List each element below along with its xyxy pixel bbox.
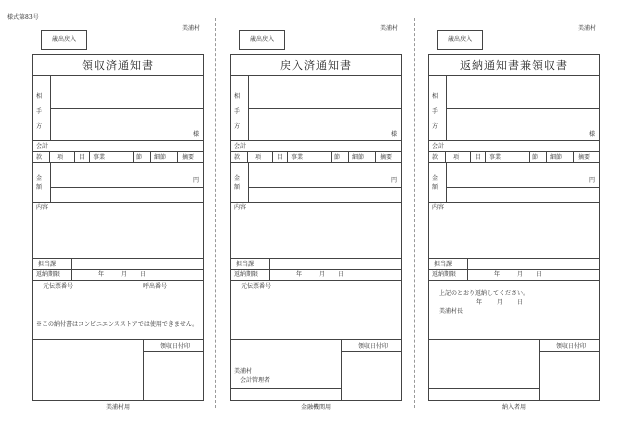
divider (248, 162, 249, 202)
deadline-day: 日 (338, 271, 345, 278)
stamp-label-box: 歳出戻入 (239, 30, 285, 50)
divider (33, 140, 203, 141)
divider (331, 151, 332, 162)
column-setsu: 節 (334, 154, 341, 161)
recipient-label-2: 手 (432, 108, 439, 115)
column-setsu: 節 (532, 154, 539, 161)
column-saisetsu: 細節 (550, 154, 563, 161)
divider (33, 269, 203, 270)
divider (74, 151, 75, 162)
divider (248, 108, 401, 109)
column-kou: 項 (453, 154, 460, 161)
divider (143, 351, 203, 352)
divider (231, 75, 401, 76)
return-request-text: 上記のとおり返納してください。 (439, 290, 530, 297)
divider (429, 258, 599, 259)
recipient-label-1: 相 (234, 93, 241, 100)
column-tekiyo: 摘要 (182, 154, 195, 161)
form-number: 様式第83号 (7, 14, 39, 21)
divider (546, 151, 547, 162)
column-jigyo: 事業 (291, 154, 304, 161)
issuer-village: 美浦村 (234, 368, 253, 375)
municipality-name: 美浦村 (181, 25, 200, 32)
divider (231, 202, 401, 203)
deadline-label: 返納期限 (432, 271, 457, 278)
copy-designation: 美浦村用 (105, 404, 130, 411)
divider (446, 187, 599, 188)
column-tekiyo: 摘要 (578, 154, 591, 161)
contents-label: 内容 (432, 204, 445, 211)
divider (231, 258, 401, 259)
divider (429, 162, 599, 163)
divider (446, 108, 599, 109)
deadline-year: 年 (296, 271, 303, 278)
divider (50, 162, 51, 202)
divider (539, 351, 599, 352)
column-kan: 款 (234, 154, 241, 161)
divider (429, 339, 599, 340)
deadline-label: 返納期限 (36, 271, 61, 278)
deadline-label: 返納期限 (234, 271, 259, 278)
divider (247, 151, 248, 162)
call-number-label: 呼出番号 (143, 283, 168, 290)
divider (429, 280, 599, 281)
form-panel (32, 18, 204, 413)
recipient-label-3: 方 (36, 123, 43, 130)
recipient-label-1: 相 (36, 93, 43, 100)
column-saisetsu: 細節 (352, 154, 365, 161)
mayor-signature-label: 美浦村長 (439, 308, 464, 315)
amount-label-1: 金 (432, 175, 439, 182)
issuer-officer: 会計管理者 (240, 377, 271, 384)
staff-label: 担当課 (434, 261, 453, 268)
deadline-day: 日 (536, 271, 543, 278)
divider (50, 187, 203, 188)
request-month: 月 (497, 299, 504, 306)
divider (341, 339, 342, 400)
municipality-name: 美浦村 (577, 25, 596, 32)
original-voucher-label: 元伝票番号 (43, 283, 74, 290)
divider (375, 151, 376, 162)
perforation-line (414, 18, 415, 408)
recipient-label-2: 手 (36, 108, 43, 115)
column-saisetsu: 細節 (154, 154, 167, 161)
divider (287, 151, 288, 162)
form-title: 戻入済通知書 (280, 59, 352, 72)
recipient-label-3: 方 (234, 123, 241, 130)
request-year: 年 (476, 299, 483, 306)
divider (33, 202, 203, 203)
divider (445, 151, 446, 162)
divider (33, 75, 203, 76)
divider (231, 269, 401, 270)
column-setsu: 節 (136, 154, 143, 161)
column-tekiyo: 摘要 (380, 154, 393, 161)
contents-label: 内容 (36, 204, 49, 211)
amount-label-1: 金 (36, 175, 43, 182)
divider (341, 351, 401, 352)
deadline-month: 月 (121, 271, 128, 278)
divider (429, 140, 599, 141)
divider (231, 162, 401, 163)
form-panel (230, 18, 402, 413)
receipt-date-stamp-label: 領収日付印 (358, 343, 389, 350)
divider (269, 258, 270, 280)
divider (348, 151, 349, 162)
amount-label-1: 金 (234, 175, 241, 182)
request-day: 日 (517, 299, 524, 306)
convenience-store-note: ※この納付書はコンビニエンスストアでは使用できません。 (36, 321, 199, 328)
divider (429, 75, 599, 76)
honorific: 様 (588, 131, 595, 138)
column-jigyo: 事業 (489, 154, 502, 161)
form-panel (428, 18, 600, 413)
divider (150, 151, 151, 162)
stamp-label-box: 歳出戻入 (437, 30, 483, 50)
copy-designation: 金融機関用 (300, 404, 331, 411)
divider (573, 151, 574, 162)
divider (485, 151, 486, 162)
column-moku: 目 (475, 154, 482, 161)
honorific: 様 (390, 131, 397, 138)
divider (50, 108, 203, 109)
divider (470, 151, 471, 162)
contents-label: 内容 (234, 204, 247, 211)
divider (143, 339, 144, 400)
accounting-label: 会計 (234, 143, 247, 150)
column-jigyo: 事業 (93, 154, 106, 161)
divider (33, 162, 203, 163)
column-kou: 項 (57, 154, 64, 161)
original-voucher-label: 元伝票番号 (241, 283, 272, 290)
recipient-label-1: 相 (432, 93, 439, 100)
divider (429, 269, 599, 270)
divider (33, 339, 203, 340)
divider (539, 339, 540, 400)
divider (33, 280, 203, 281)
divider (89, 151, 90, 162)
accounting-label: 会計 (432, 143, 445, 150)
column-moku: 目 (79, 154, 86, 161)
divider (33, 258, 203, 259)
amount-label-2: 額 (234, 184, 241, 191)
yen-label: 円 (192, 177, 199, 184)
divider (429, 388, 539, 389)
deadline-year: 年 (494, 271, 501, 278)
divider (49, 151, 50, 162)
divider (467, 258, 468, 280)
form-title: 返納通知書兼領収書 (460, 59, 568, 72)
divider (177, 151, 178, 162)
yen-label: 円 (588, 177, 595, 184)
form-frame (32, 54, 204, 401)
deadline-month: 月 (319, 271, 326, 278)
divider (231, 140, 401, 141)
divider (429, 202, 599, 203)
stamp-label-box: 歳出戻入 (41, 30, 87, 50)
divider (248, 187, 401, 188)
column-kou: 項 (255, 154, 262, 161)
column-kan: 款 (432, 154, 439, 161)
divider (529, 151, 530, 162)
receipt-date-stamp-label: 領収日付印 (160, 343, 191, 350)
recipient-label-2: 手 (234, 108, 241, 115)
form-title: 領収済通知書 (82, 59, 154, 72)
form-frame (428, 54, 600, 401)
municipality-name: 美浦村 (379, 25, 398, 32)
staff-label: 担当課 (38, 261, 57, 268)
divider (446, 162, 447, 202)
staff-label: 担当課 (236, 261, 255, 268)
perforation-line (215, 18, 216, 408)
recipient-label-3: 方 (432, 123, 439, 130)
divider (231, 280, 401, 281)
amount-label-2: 額 (36, 184, 43, 191)
column-moku: 目 (277, 154, 284, 161)
receipt-date-stamp-label: 領収日付印 (556, 343, 587, 350)
divider (231, 388, 341, 389)
divider (133, 151, 134, 162)
divider (272, 151, 273, 162)
divider (231, 339, 401, 340)
yen-label: 円 (390, 177, 397, 184)
honorific: 様 (192, 131, 199, 138)
deadline-day: 日 (140, 271, 147, 278)
divider (71, 258, 72, 280)
amount-label-2: 額 (432, 184, 439, 191)
deadline-year: 年 (98, 271, 105, 278)
copy-designation: 納入者用 (501, 404, 526, 411)
form-frame (230, 54, 402, 401)
column-kan: 款 (36, 154, 43, 161)
deadline-month: 月 (517, 271, 524, 278)
accounting-label: 会計 (36, 143, 49, 150)
